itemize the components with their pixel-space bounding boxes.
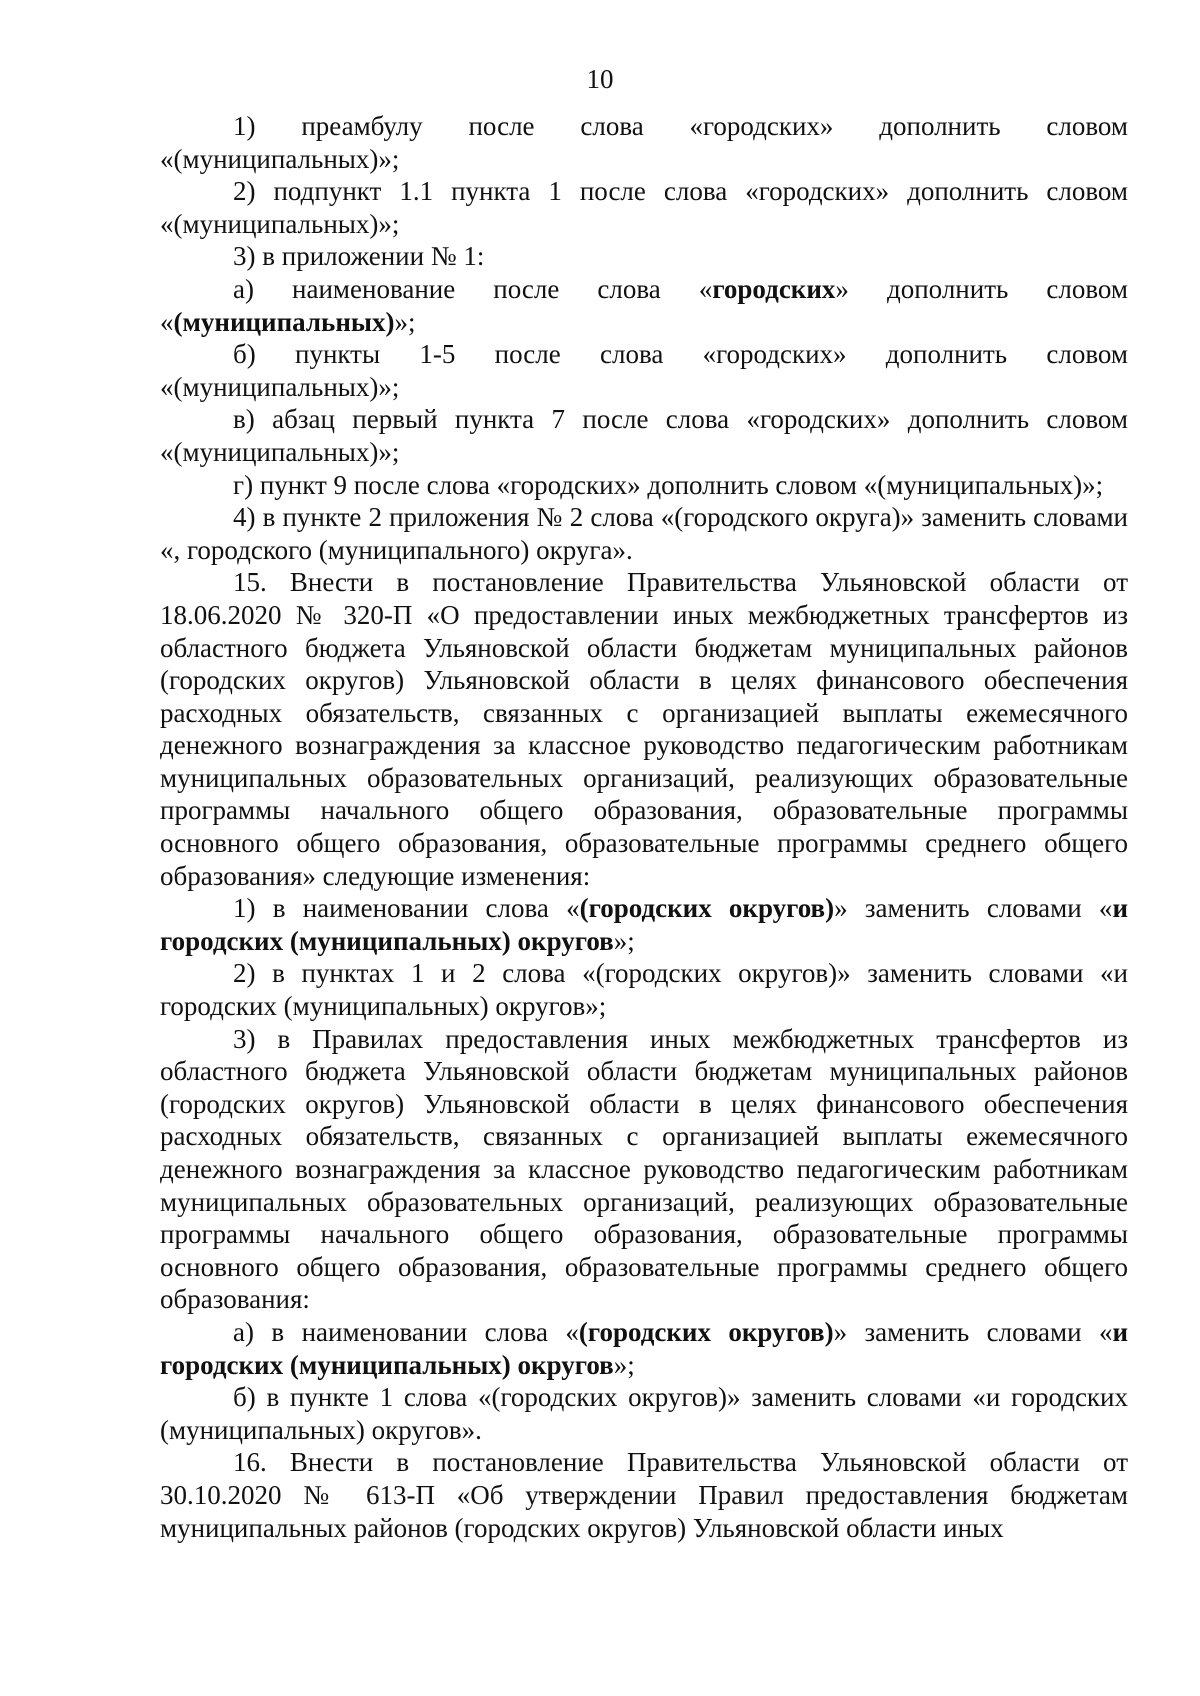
section-15: 15. Внести в постановление Правительства Ульяновской области от 18.06.2020 № 320-П «О предоставлении иных межбюджетных трансфертов из областного бюджета Ульяновской области бюджетам муниципальных районов (городских округов) Ульяновской области в целях финансового обеспечения расходных обязательств, связанных с организацией выплаты ежемесячного денежного вознаграждения за классное руководство педагогическим работникам муниципальных образовательных организаций, реализующих образовательные программы начального общего образования, образовательные программы основного общего образования, образовательные программы среднего общего образования» следующие изменения:	[160, 567, 1128, 891]
item-3b-points: б) пункты 1-5 после слова «городских» дополнить словом «(муниципальных)»;	[160, 339, 1128, 402]
section-15-item-1	[160, 892, 1128, 957]
item-3g-point: г) пункт 9 после слова «городских» дополнить словом «(муниципальных)»;	[233, 469, 1104, 500]
text-run: а) наименование после слова «	[233, 273, 713, 304]
bold-text-run: (муниципальных)	[173, 306, 395, 337]
item-3a-title	[160, 273, 1128, 338]
item-4-appendix-2: 4) в пункте 2 приложения № 2 слова «(городского округа)» заменить словами «, городского (муниципального) округа».	[160, 502, 1128, 565]
page-number: 10	[586, 64, 614, 94]
bold-text-run: городских	[712, 273, 836, 304]
item-3v-paragraph: в) абзац первый пункта 7 после слова «городских» дополнить словом «(муниципальных)»;	[160, 404, 1128, 467]
item-1-preamble: 1) преамбулу после слова «городских» дополнить словом «(муниципальных)»;	[160, 111, 1128, 174]
text-run: »;	[394, 306, 416, 337]
bold-text-run: и городских (муниципальных) округов	[160, 1316, 1128, 1380]
text-run: » заменить словами «	[834, 893, 1113, 924]
text-run: »;	[613, 925, 635, 956]
item-2-subpoint: 2) подпункт 1.1 пункта 1 после слова «городских» дополнить словом «(муниципальных)»;	[160, 176, 1128, 239]
bold-text-run: (городских округов)	[579, 893, 835, 924]
text-run: » заменить словами «	[833, 1316, 1113, 1347]
text-run: »;	[613, 1349, 635, 1380]
section-15-item-3a	[160, 1316, 1128, 1381]
section-15-item-2: 2) в пунктах 1 и 2 слова «(городских округов)» заменить словами «и городских (муниципальных) округов»;	[160, 958, 1128, 1022]
bold-text-run: (городских округов)	[578, 1316, 834, 1347]
text-run: а) в наименовании слова «	[233, 1316, 579, 1347]
section-15-item-3: 3) в Правилах предоставления иных межбюджетных трансфертов из областного бюджета Ульяновской области бюджетам муниципальных районов (городских округов) Ульяновской области в целях финансового обеспечения расходных обязательств, связанных с организацией выплаты ежемесячного денежного вознаграждения за классное руководство педагогическим работникам муниципальных образовательных организаций, реализующих образовательные программы начального общего образования, образовательные программы основного общего образования, образовательные программы среднего общего образования:	[160, 1023, 1128, 1315]
text-run: 1) в наименовании слова «	[233, 893, 580, 924]
section-15-item-3b: б) в пункте 1 слова «(городских округов)» заменить словами «и городских (муниципальных) округов».	[160, 1382, 1128, 1445]
section-16: 16. Внести в постановление Правительства Ульяновской области от 30.10.2020 № 613-П «Об утверждении Правил предоставления бюджетам муниципальных районов (городских округов) Ульяновской области иных	[160, 1447, 1128, 1543]
bold-text-run: и городских (муниципальных) округов	[160, 893, 1128, 956]
document-body	[160, 110, 1128, 1544]
item-3-appendix-1: 3) в приложении № 1:	[233, 241, 485, 272]
text-run: » дополнить словом «	[160, 273, 1128, 337]
